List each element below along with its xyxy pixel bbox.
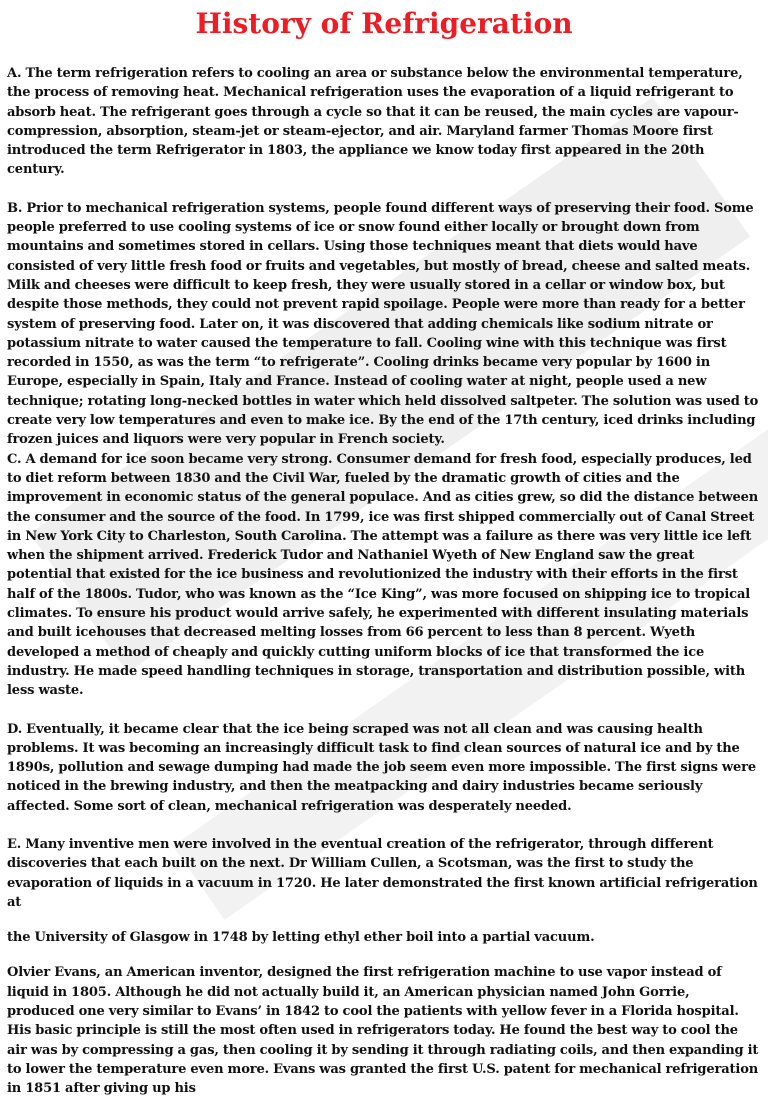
paragraph-e-continued: the University of Glasgow in 1748 by letting ethyl ether boil into a partial vacuum.	[7, 930, 595, 946]
paragraph-b: B. Prior to mechanical refrigeration systems, people found different ways of preserving their food. Some people preferred to use cooling systems of ice or snow found either locally or brought down from mountains and sometimes stored in cellars. Using those techniques meant that diets would have consisted of very little fresh food or fruits and vegetables, but mostly of bread, cheese and salted meats. Milk and cheeses were difficult to keep fresh, they were usually stored in a cellar or window box, but despite those methods, they could not prevent rapid spoilage. People were more than ready for a better system of preserving food. Later on, it was discovered that adding chemicals like sodium nitrate or potassium nitrate to water caused the temperature to fall. Cooling wine with this technique was first recorded in 1550, as was the term “to refrigerate”. Cooling drinks became very popular by 1600 in Europe, especially in Spain, Italy and France. Instead of cooling water at night, people used a new technique; rotating long-necked bottles in water which held dissolved saltpeter. The solution was used to create very low temperatures and even to make ice. By the end of the 17th century, iced drinks including frozen juices and liquors were very popular in French society.	[7, 200, 759, 448]
paragraph-c: C. A demand for ice soon became very strong. Consumer demand for fresh food, especially produces, led to diet reform between 1830 and the Civil War, fueled by the dramatic growth of cities and the improvement in economic status of the general populace. And as cities grew, so did the distance between the consumer and the source of the food. In 1799, ice was first shipped commercially out of Canal Street in New York City to Charleston, South Carolina. The attempt was a failure as there was very little ice left when the shipment arrived. Frederick Tudor and Nathaniel Wyeth of New England saw the great potential that existed for the ice business and revolutionized the industry with their efforts in the first half of the 1800s. Tudor, who was known as the “Ice King”, was more focused on shipping ice to tropical climates. To ensure his product would arrive safely, he experimented with different insulating materials and built icehouses that decreased melting losses from 66 percent to less than 8 percent. Wyeth developed a method of cheaply and quickly cutting uniform blocks of ice that transformed the ice industry. He made speed handling techniques in storage, transportation and distribution possible, with less waste.	[7, 451, 759, 699]
page-title: History of Refrigeration	[195, 7, 573, 40]
paragraph-d: D. Eventually, it became clear that the ice being scraped was not all clean and was causing health problems. It was becoming an increasingly difficult task to find clean sources of natural ice and by the 1890s, pollution and sewage dumping had made the job seem even more impossible. The first signs were noticed in the brewing industry, and then the meatpacking and dairy industries became seriously affected. Some sort of clean, mechanical refrigeration was desperately needed.	[7, 721, 757, 814]
paragraph-evans: Olvier Evans, an American inventor, designed the first refrigeration machine to use vapor instead of liquid in 1805. Although he did not actually build it, an American physician named John Gorrie, produced one very similar to Evans’ in 1842 to cool the patients with yellow fever in a Florida hospital. His basic principle is still the most often used in refrigerators today. He found the best way to cool the air was by compressing a gas, then cooling it by sending it through radiating coils, and then expanding it to lower the temperature even more. Evans was granted the first U.S. patent for mechanical refrigeration in 1851 after giving up his	[7, 965, 759, 1097]
paragraph-a: A. The term refrigeration refers to cooling an area or substance below the environmental temperature, the process of removing heat. Mechanical refrigeration uses the evaporation of a liquid refrigerant to absorb heat. The refrigerant goes through a cycle so that it can be reused, the main cycles are vapour-compression, absorption, steam-jet or steam-ejector, and air. Maryland farmer Thomas Moore first introduced the term Refrigerator in 1803, the appliance we know today first appeared in the 20th century.	[7, 66, 743, 178]
paragraph-e: E. Many inventive men were involved in the eventual creation of the refrigerator, through different discoveries that each built on the next. Dr William Cullen, a Scotsman, was the first to study the evaporation of liquids in a vacuum in 1720. He later demonstrated the first known artificial refrigeration at	[7, 836, 758, 910]
